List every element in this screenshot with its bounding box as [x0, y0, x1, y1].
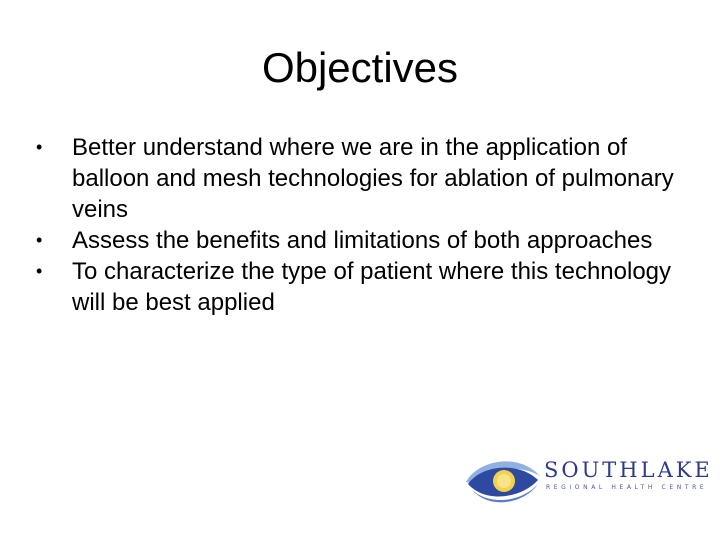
bullet-item [36, 256, 696, 318]
bullet-text: Better understand where we are in the application of balloon and mesh technologies for ablation of pulmonary veins [72, 134, 674, 223]
bullet-marker: • [36, 230, 43, 250]
bullet-item [36, 225, 696, 256]
southlake-logo [464, 450, 713, 510]
bullet-item [36, 132, 696, 225]
bullet-text: To characterize the type of patient where this technology will be best applied [72, 258, 672, 316]
bullet-marker: • [36, 137, 43, 157]
bullet-text: Assess the benefits and limitations of both approaches [72, 227, 653, 254]
logo-subtitle: REGIONAL HEALTH CENTRE [546, 484, 708, 491]
bullet-marker: • [36, 261, 43, 281]
southlake-eye-logo-icon [464, 454, 542, 506]
bullet-list [36, 132, 696, 318]
slide-title: Objectives [261, 44, 459, 91]
logo-name: SOUTHLAKE [544, 458, 713, 482]
